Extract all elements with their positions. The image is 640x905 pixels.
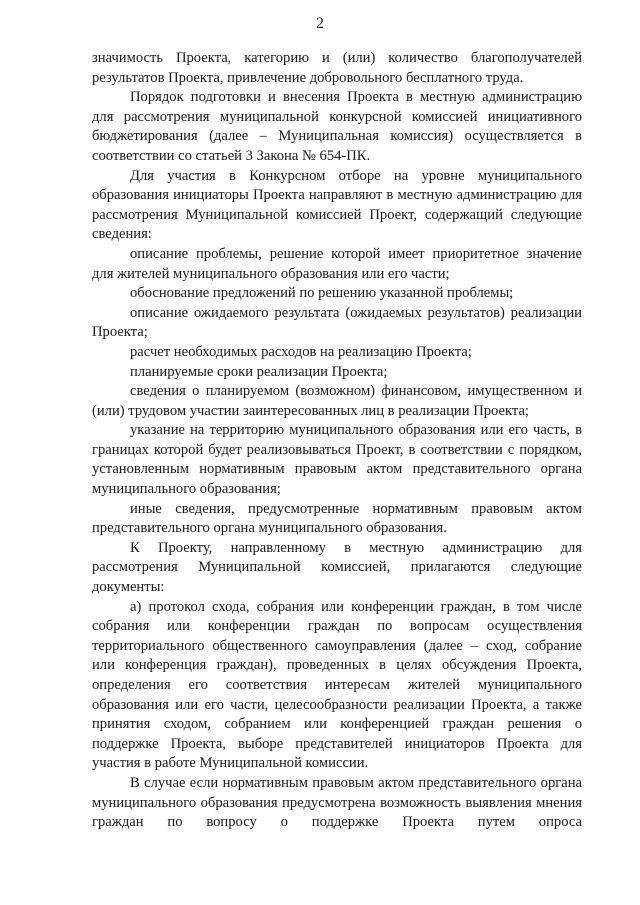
list-item: планируемые сроки реализации Проекта; xyxy=(130,363,388,380)
document-body xyxy=(92,49,582,833)
list-item: расчет необходимых расходов на реализацию Проекта; xyxy=(130,343,472,360)
list-item: описание ожидаемого результата (ожидаемых результатов) реализации Проекта; xyxy=(92,304,582,341)
page-number: 2 xyxy=(316,15,324,32)
paragraph: значимость Проекта, категорию и (или) количество благополучателей результатов Проекта, привлечение добровольного бесплатного труда. xyxy=(92,50,582,86)
list-item: иные сведения, предусмотренные нормативным правовым актом представительного органа муниципального образования. xyxy=(92,500,582,537)
list-item: описание проблемы, решение которой имеет приоритетное значение для жителей муниципального образования или его части; xyxy=(92,245,582,282)
paragraph: а) протокол схода, собрания или конференции граждан, в том числе собрания или конференции граждан по вопросам осуществления территориального общественного самоуправления (далее – сход, собрание или конференция граждан), проведенных в целях обсуждения Проекта, определения его соответствия интересам жителей муниципального образования или его части, целесообразности реализации Проекта, а также принятия сходом, собранием или конференцией граждан решения о поддержке Проекта, выборе представителей инициаторов Проекта для участия в работе Муниципальной комиссии. xyxy=(92,598,582,772)
paragraph: К Проекту, направленному в местную администрацию для рассмотрения Муниципальной комиссией, прилагаются следующие документы: xyxy=(92,539,582,596)
list-item: указание на территорию муниципального образования или его часть, в границах которой будет реализовываться Проект, в соответствии с порядком, установленным нормативным правовым актом представительного органа муниципального образования; xyxy=(92,422,582,498)
list-item: сведения о планируемом (возможном) финансовом, имущественном и (или) трудовом участии заинтересованных лиц в реализации Проекта; xyxy=(92,383,582,419)
paragraph: В случае если нормативным правовым актом представительного органа муниципального образования предусмотрена возможность выявления мнения граждан по вопросу о поддержке Проекта путем опроса xyxy=(92,774,582,831)
paragraph: Порядок подготовки и внесения Проекта в местную администрацию для рассмотрения муниципальной конкурсной комиссией инициативного бюджетирования (далее – Муниципальная комиссия) осуществляется в соответствии со статьей 3 Закона № 654-ПК. xyxy=(92,89,582,164)
paragraph: Для участия в Конкурсном отборе на уровне муниципального образования инициаторы Проекта направляют в местную администрацию для рассмотрения Муниципальной комиссией Проект, содержащий следующие сведения: xyxy=(92,167,582,243)
list-item: обоснование предложений по решению указанной проблемы; xyxy=(130,285,514,302)
